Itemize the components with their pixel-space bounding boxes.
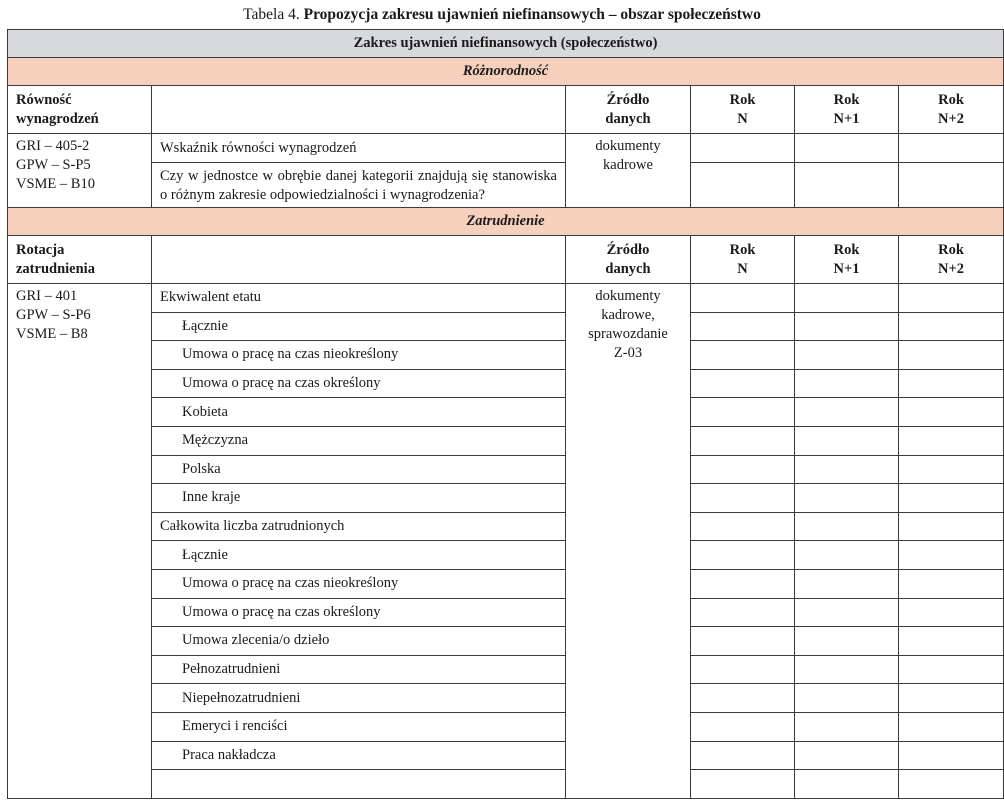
value-cell-n2: [899, 426, 1004, 455]
value-cell-n1: [795, 426, 899, 455]
disclosure-table: [7, 29, 1004, 799]
row-label: Umowa o pracę na czas określony: [152, 598, 566, 627]
table-row: [8, 598, 1004, 627]
table-row: [8, 712, 1004, 741]
value-cell-n2: [899, 541, 1004, 570]
table-row: [8, 455, 1004, 484]
caption-title: Propozycja zakresu ujawnień niefinansowych – obszar społeczeństwo: [303, 6, 761, 23]
section-row: [8, 208, 1004, 236]
value-cell-n2: [899, 341, 1004, 370]
value-cell-n: [691, 312, 795, 341]
row-label: Mężczyzna: [152, 426, 566, 455]
column-header-year-n1: Rok N+1: [795, 236, 899, 284]
value-cell-n: [691, 163, 795, 208]
row-label: Umowa o pracę na czas nieokreślony: [152, 341, 566, 370]
value-cell-n1: [795, 484, 899, 513]
column-header-year-n: Rok N: [691, 236, 795, 284]
value-cell-n2: [899, 627, 1004, 656]
value-cell-n2: [899, 398, 1004, 427]
value-cell-n1: [795, 541, 899, 570]
value-cell-n2: [899, 512, 1004, 541]
table-row: [8, 512, 1004, 541]
value-cell-n2: [899, 655, 1004, 684]
value-cell-n: [691, 741, 795, 770]
column-header-source: Źródło danych: [566, 86, 691, 134]
value-cell-n2: [899, 455, 1004, 484]
value-cell-n2: [899, 484, 1004, 513]
row-label: Polska: [152, 455, 566, 484]
data-source: dokumenty kadrowe, sprawozdanie Z-03: [566, 284, 691, 799]
table-row: [8, 341, 1004, 370]
row-label: Pełnozatrudnieni: [152, 655, 566, 684]
value-cell-n1: [795, 655, 899, 684]
row-label: Umowa o pracę na czas nieokreślony: [152, 569, 566, 598]
value-cell-n2: [899, 312, 1004, 341]
value-cell-n1: [795, 341, 899, 370]
group-heading: Rotacja zatrudnienia: [8, 236, 152, 284]
empty-header-cell: [152, 86, 566, 134]
value-cell-n2: [899, 569, 1004, 598]
value-cell-n: [691, 655, 795, 684]
row-label: Łącznie: [152, 541, 566, 570]
value-cell-n: [691, 398, 795, 427]
table-row: [8, 134, 1004, 163]
value-cell-n1: [795, 684, 899, 713]
table-row: [8, 312, 1004, 341]
table-row: [8, 684, 1004, 713]
value-cell-n: [691, 426, 795, 455]
value-cell-n: [691, 455, 795, 484]
column-header-row: [8, 236, 1004, 284]
value-cell-n1: [795, 398, 899, 427]
standard-codes: GRI – 401 GPW – S-P6 VSME – B8: [8, 284, 152, 799]
value-cell-n: [691, 341, 795, 370]
section-title-employment: Zatrudnienie: [8, 208, 1004, 236]
value-cell-n1: [795, 770, 899, 799]
value-cell-n: [691, 369, 795, 398]
value-cell-n1: [795, 134, 899, 163]
value-cell-n1: [795, 598, 899, 627]
table-title-row: [8, 30, 1004, 58]
value-cell-n: [691, 770, 795, 799]
table-row: [8, 484, 1004, 513]
row-label: Praca nakładcza: [152, 741, 566, 770]
column-header-year-n2: Rok N+2: [899, 236, 1004, 284]
table-row: [8, 426, 1004, 455]
value-cell-n: [691, 569, 795, 598]
value-cell-n: [691, 484, 795, 513]
value-cell-n: [691, 712, 795, 741]
heading-line: Równość: [16, 92, 72, 108]
row-label: Całkowita liczba zatrudnionych: [152, 512, 566, 541]
value-cell-n2: [899, 770, 1004, 799]
table-row: [8, 163, 1004, 208]
data-source: dokumenty kadrowe: [566, 134, 691, 208]
column-header-source: Źródło danych: [566, 236, 691, 284]
table-row: [8, 398, 1004, 427]
value-cell-n1: [795, 712, 899, 741]
value-cell-n: [691, 627, 795, 656]
table-row: [8, 655, 1004, 684]
value-cell-n2: [899, 284, 1004, 313]
column-header-row: [8, 86, 1004, 134]
row-label: Kobieta: [152, 398, 566, 427]
value-cell-n1: [795, 163, 899, 208]
row-label: Wskaźnik równości wynagrodzeń: [152, 134, 566, 163]
value-cell-n1: [795, 741, 899, 770]
row-label: Łącznie: [152, 312, 566, 341]
value-cell-n1: [795, 627, 899, 656]
value-cell-n1: [795, 569, 899, 598]
value-cell-n: [691, 541, 795, 570]
value-cell-n1: [795, 312, 899, 341]
row-label: Czy w jednostce w obrębie danej kategorii znajdują się stanowiska o różnym zakresie odpowiedzialności i wynagrodzenia?: [152, 163, 566, 208]
table-main-header: Zakres ujawnień niefinansowych (społeczeństwo): [8, 30, 1004, 58]
value-cell-n2: [899, 741, 1004, 770]
row-label: Umowa o pracę na czas określony: [152, 369, 566, 398]
row-label: Emeryci i renciści: [152, 712, 566, 741]
table-row: [8, 369, 1004, 398]
section-row: [8, 58, 1004, 86]
column-header-year-n1: Rok N+1: [795, 86, 899, 134]
table-row: [8, 541, 1004, 570]
group-heading: [8, 86, 152, 134]
value-cell-n2: [899, 712, 1004, 741]
value-cell-n2: [899, 369, 1004, 398]
value-cell-n: [691, 684, 795, 713]
heading-line: wynagrodzeń: [16, 111, 99, 127]
section-title-diversity: Różnorodność: [8, 58, 1004, 86]
table-row: [8, 284, 1004, 313]
value-cell-n1: [795, 284, 899, 313]
value-cell-n: [691, 134, 795, 163]
row-label: Ekwiwalent etatu: [152, 284, 566, 313]
column-header-year-n2: Rok N+2: [899, 86, 1004, 134]
value-cell-n: [691, 598, 795, 627]
value-cell-n: [691, 284, 795, 313]
table-caption: [0, 0, 1004, 22]
value-cell-n2: [899, 134, 1004, 163]
value-cell-n1: [795, 455, 899, 484]
table-row: [8, 569, 1004, 598]
empty-header-cell: [152, 236, 566, 284]
row-label: Inne kraje: [152, 484, 566, 513]
column-header-year-n: Rok N: [691, 86, 795, 134]
value-cell-n2: [899, 163, 1004, 208]
value-cell-n1: [795, 512, 899, 541]
value-cell-n1: [795, 369, 899, 398]
value-cell-n2: [899, 684, 1004, 713]
row-label: Umowa zlecenia/o dzieło: [152, 627, 566, 656]
value-cell-n: [691, 512, 795, 541]
standard-codes: GRI – 405-2 GPW – S-P5 VSME – B10: [8, 134, 152, 208]
value-cell-n2: [899, 598, 1004, 627]
caption-prefix: Tabela 4.: [243, 6, 304, 23]
table-row: [8, 627, 1004, 656]
row-label: [152, 770, 566, 799]
table-row: [8, 741, 1004, 770]
table-row: [8, 770, 1004, 799]
row-label: Niepełnozatrudnieni: [152, 684, 566, 713]
